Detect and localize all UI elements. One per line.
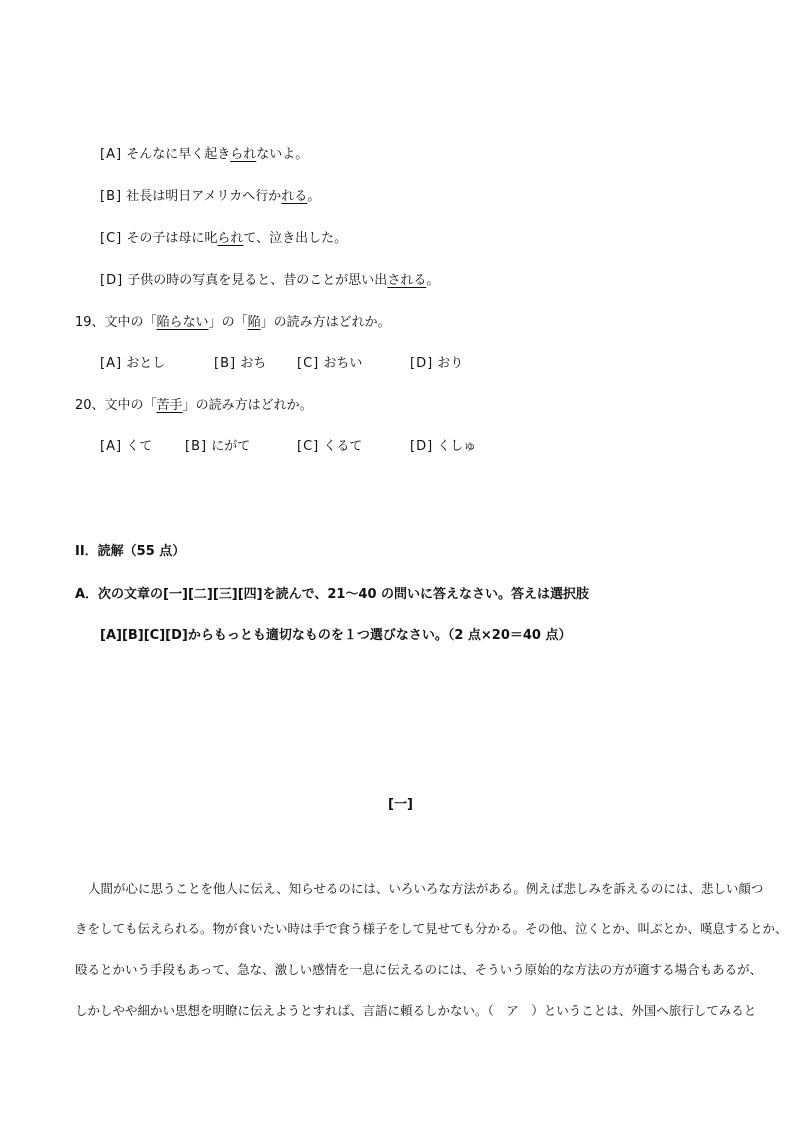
passage-line-3: 殴るとかいう手段もあって、急な、激しい感情を一息に伝えるのには、そういう原始的な方法の方が適する場合もあるが、 <box>75 962 763 977</box>
q20-prefix: 20、文中の「 <box>75 398 157 413</box>
option-text: くて <box>126 439 153 454</box>
option-text-pre: その子は母に叱 <box>126 231 218 246</box>
option-text-underlined: れる <box>281 189 308 204</box>
q20-underlined-word: 苦手 <box>156 398 183 413</box>
q20-options <box>100 440 700 456</box>
passage-title: [一] <box>388 797 413 812</box>
q20-option-b <box>185 440 250 453</box>
option-mark: [B] <box>185 439 208 454</box>
passage-line-4: しかしやや細かい思想を明瞭に伝えようとすれば、言語に頼るしかない。（ ア ）ということは、外国へ旅行してみると <box>75 1003 757 1018</box>
option-text-post: 。 <box>426 273 440 288</box>
q18-option-b <box>100 190 320 203</box>
option-mark: [B] <box>214 356 237 371</box>
q20-option-a <box>100 440 152 453</box>
option-mark: [A] <box>100 439 123 454</box>
option-text-underlined: される <box>387 273 427 288</box>
q19-prefix: 19、文中の「 <box>75 315 157 330</box>
option-text-pre: そんなに早く起き <box>126 147 231 162</box>
section-instruction-line1: A．次の文章の[一][二][三][四]を読んで、21～40 の問いに答えなさい。答えは選択肢 <box>75 587 590 602</box>
option-text: おとし <box>126 356 166 371</box>
q20-option-c <box>297 440 362 453</box>
q19-suffix: 」の読み方はどれか。 <box>260 315 391 330</box>
option-text-pre: 社長は明日アメリカへ行か <box>126 189 282 204</box>
q19-option-a <box>100 357 165 370</box>
option-text: おり <box>437 356 464 371</box>
q18-option-d <box>100 274 439 287</box>
passage-line-2: きをしても伝えられる。物が食いたい時は手で食う様子をして見せても分かる。その他、泣くとか、叫ぶとか、嘆息するとか、 <box>75 921 788 936</box>
q20-option-d <box>410 440 476 453</box>
option-text: くるて <box>323 439 363 454</box>
option-text-underlined: られ <box>230 147 257 162</box>
option-mark: [D] <box>100 273 124 288</box>
option-text: おちい <box>323 356 363 371</box>
option-mark: [A] <box>100 356 123 371</box>
option-text-post: 。 <box>307 189 321 204</box>
q19-underlined-word: 陥らない <box>156 315 209 330</box>
option-mark: [D] <box>410 439 434 454</box>
q19-option-c <box>297 357 362 370</box>
q19-underlined-kanji: 陥 <box>247 315 261 330</box>
option-mark: [C] <box>100 231 123 246</box>
q20-suffix: 」の読み方はどれか。 <box>182 398 313 413</box>
option-mark: [C] <box>297 439 320 454</box>
option-mark: [A] <box>100 147 123 162</box>
option-mark: [B] <box>100 189 123 204</box>
passage-line-1: 人間が心に思うことを他人に伝え、知らせるのには、いろいろな方法がある。例えば悲しみを訴えるのには、悲しい顔つ <box>88 881 764 896</box>
option-text-pre: 子供の時の写真を見ると、昔のことが思い出 <box>127 273 388 288</box>
q18-option-c <box>100 232 347 245</box>
q19-question <box>75 316 391 329</box>
option-text-post: て、泣き出した。 <box>243 231 348 246</box>
option-text: くしゅ <box>437 439 477 454</box>
q18-option-a <box>100 148 308 161</box>
option-mark: [C] <box>297 356 320 371</box>
q19-option-d <box>410 357 463 370</box>
option-text: おち <box>240 356 267 371</box>
section-instruction-line2: [A][B][C][D]からもっとも適切なものを１つ選びなさい。（2 点×20＝40 点） <box>100 628 572 643</box>
q19-option-b <box>214 357 266 370</box>
option-text: にがて <box>211 439 251 454</box>
q19-options <box>100 357 700 373</box>
option-text-post: ないよ。 <box>256 147 309 162</box>
q20-question <box>75 399 313 412</box>
q19-mid: 」の「 <box>208 315 248 330</box>
section-heading: II．読解（55 点） <box>75 544 186 559</box>
option-mark: [D] <box>410 356 434 371</box>
option-text-underlined: られ <box>217 231 244 246</box>
